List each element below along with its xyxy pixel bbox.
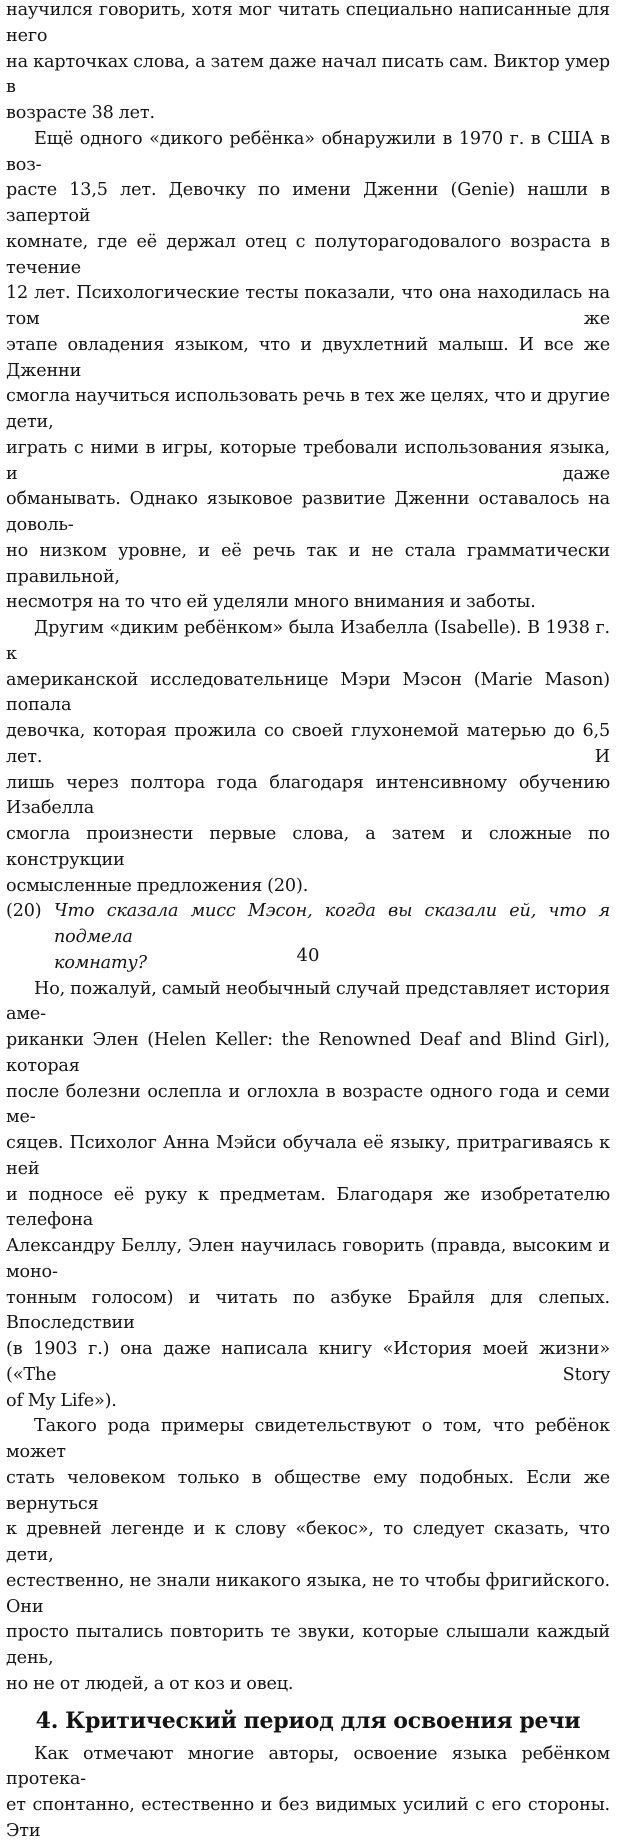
text-line: Как отмечают многие авторы, освоение языка ребёнком протека- xyxy=(6,1743,610,1790)
example-number: (20) xyxy=(6,901,42,922)
text-line: стать человеком только в обществе ему подобных. Если же вернуться xyxy=(6,1467,610,1514)
text-line: смогла произнести первые слова, а затем и сложные по конструкции xyxy=(6,824,610,870)
page-number: 40 xyxy=(296,945,320,966)
text-line: Александру Беллу, Элен научилась говорить (правда, высоким и моно- xyxy=(6,1236,610,1282)
text-line: несмотря на то что ей уделяли много внимания и заботы. xyxy=(6,592,536,613)
text-line: но не от людей, а от коз и овец. xyxy=(6,1673,294,1694)
paragraph-isabelle xyxy=(6,616,610,899)
example-line-1: Что сказала мисс Мэсон, когда вы сказали ей, что я подмела xyxy=(54,901,610,947)
text-line: девочка, которая прожила со своей глухонемой матерью до 6,5 лет. И xyxy=(6,721,610,767)
text-line: возрасте 38 лет. xyxy=(6,103,155,123)
text-line: научился говорить, хотя мог читать специально написанные для него xyxy=(6,0,610,46)
example-line-2: комнату? xyxy=(54,952,147,973)
text-line: на карточках слова, а затем даже начал писать сам. Виктор умер в xyxy=(6,51,610,98)
paragraph-genie xyxy=(6,127,610,616)
paragraph-critical-period xyxy=(6,1742,610,1845)
book-page xyxy=(6,0,610,1841)
text-line: of My Life»). xyxy=(6,1390,117,1411)
text-line: смогла научиться использовать речь в тех же целях, что и другие дети, xyxy=(6,386,610,432)
text-line: сяцев. Психолог Анна Мэйси обучала её языку, притрагиваясь к ней xyxy=(6,1133,610,1179)
text-line: Такого рода примеры свидетельствуют о том, что ребёнок может xyxy=(6,1416,610,1462)
paragraph-conclusion xyxy=(6,1414,610,1697)
text-line: риканки Элен (Helen Keller: the Renowned Deaf and Blind Girl), которая xyxy=(6,1030,610,1076)
text-line: 12 лет. Психологические тесты показали, что она находилась на том же xyxy=(6,283,610,329)
text-line: и подносе её руку к предметам. Благодаря же изобретателю телефона xyxy=(6,1184,610,1231)
text-line: Но, пожалуй, самый необычный случай представляет история аме- xyxy=(6,978,610,1025)
paragraph-helen-keller xyxy=(6,977,610,1415)
text-line: после болезни ослепла и оглохла в возрасте одного года и семи ме- xyxy=(6,1081,610,1128)
text-line: ет спонтанно, естественно и без видимых усилий с его стороны. Эти xyxy=(6,1795,610,1841)
text-line: обманывать. Однако языковое развитие Дженни оставалось на доволь- xyxy=(6,489,610,535)
text-line: лишь через полтора года благодаря интенсивному обучению Изабелла xyxy=(6,772,610,819)
text-line: Ещё одного «дикого ребёнка» обнаружили в 1970 г. в США в воз- xyxy=(6,128,610,175)
text-line: играть с ними в игры, которые требовали использования языка, и даже xyxy=(6,437,610,484)
text-line: американской исследовательнице Мэри Мэсон (Marie Mason) попала xyxy=(6,669,610,716)
text-line: этапе овладения языком, что и двухлетний малыш. И все же Дженни xyxy=(6,334,610,381)
text-line: осмысленные предложения (20). xyxy=(6,875,309,896)
text-line: просто пытались повторить те звуки, которые слышали каждый день, xyxy=(6,1622,610,1668)
text-line: но низком уровне, и её речь так и не стала грамматически правильной, xyxy=(6,540,610,587)
text-line: тонным голосом) и читать по азбуке Брайля для слепых. Впоследствии xyxy=(6,1287,610,1334)
text-line: расте 13,5 лет. Девочку по имени Дженни (Genie) нашли в запертой xyxy=(6,180,610,226)
paragraph-victor xyxy=(6,0,610,127)
text-line: естественно, не знали никакого языка, не то чтобы фригийского. Они xyxy=(6,1570,610,1617)
text-line: Другим «диким ребёнком» была Изабелла (Isabelle). В 1938 г. к xyxy=(6,618,610,664)
text-line: к древней легенде и к слову «бекос», то следует сказать, что дети, xyxy=(6,1519,610,1565)
text-line: комнате, где её держал отец с полуторагодовалого возраста в течение xyxy=(6,231,610,278)
text-block-1 xyxy=(6,0,610,1845)
text-line: (в 1903 г.) она даже написала книгу «История моей жизни» («The Story xyxy=(6,1339,610,1385)
section-heading: 4. Критический период для освоения речи xyxy=(35,1707,581,1734)
